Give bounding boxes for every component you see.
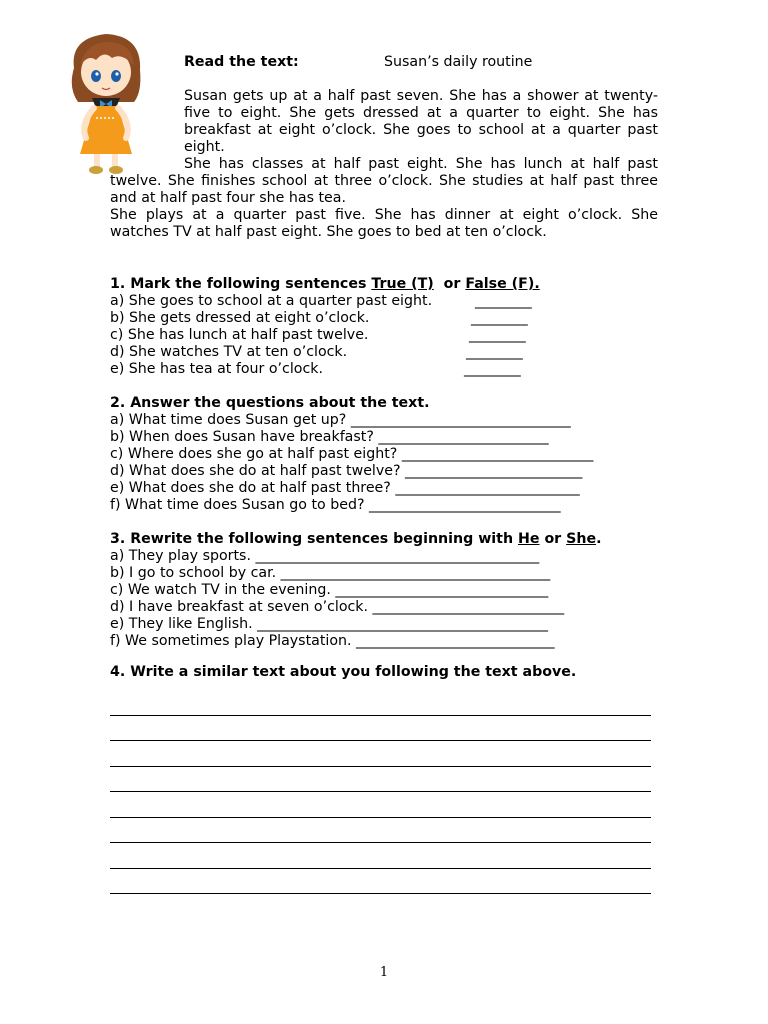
story-paragraph: She has classes at half past eight. She has lunch at half past twelve. She finishes school at three o’clock. She studies at half past three and at half past four she has tea. <box>110 156 658 206</box>
writing-line[interactable] <box>110 868 651 869</box>
reading-heading <box>184 54 664 72</box>
writing-line[interactable] <box>110 740 651 741</box>
answer-blank[interactable]: ________ <box>464 361 521 377</box>
section-3-title: 3. Rewrite the following sentences beginning with He or She. <box>110 531 602 547</box>
section-questions <box>110 395 670 514</box>
question-item: a) What time does Susan get up? _______________________________ <box>110 412 571 428</box>
answer-blank[interactable]: ________ <box>469 327 526 343</box>
section-rewrite <box>110 531 670 650</box>
writing-line[interactable] <box>110 817 651 818</box>
answer-blank[interactable]: ________ <box>471 310 528 326</box>
writing-line[interactable] <box>110 842 651 843</box>
question-item: f) What time does Susan go to bed? ___________________________ <box>110 497 561 513</box>
rewrite-item: e) They like English. _________________________________________ <box>110 616 548 632</box>
question-item: e) What does she do at half past three? __________________________ <box>110 480 580 496</box>
read-label: Read the text: <box>184 54 299 70</box>
question-item: c) Where does she go at half past eight? ___________________________ <box>110 446 594 462</box>
section-4-title: 4. Write a similar text about you following the text above. <box>110 664 577 680</box>
story-text <box>110 88 658 241</box>
section-writing <box>110 664 670 681</box>
statement-item: c) She has lunch at half past twelve. <box>110 327 369 343</box>
writing-line[interactable] <box>110 715 651 716</box>
question-item: d) What does she do at half past twelve? _________________________ <box>110 463 583 479</box>
rewrite-item: f) We sometimes play Playstation. ____________________________ <box>110 633 555 649</box>
story-paragraph: Susan gets up at a half past seven. She has a shower at twenty-five to eight. She gets dressed at a quarter to eight. She has breakfast at eight o’clock. She goes to school at a quarter past eight. <box>184 88 658 155</box>
statement-item: a) She goes to school at a quarter past eight. <box>110 293 433 309</box>
section-1-title: 1. Mark the following sentences True (T) or False (F). <box>110 276 540 292</box>
story-paragraph: She plays at a quarter past five. She has dinner at eight o’clock. She watches TV at half past eight. She goes to bed at ten o’clock. <box>110 207 658 240</box>
statement-item: d) She watches TV at ten o’clock. <box>110 344 348 360</box>
answer-blank[interactable]: ________ <box>475 293 532 309</box>
section-2-title: 2. Answer the questions about the text. <box>110 395 430 411</box>
writing-line[interactable] <box>110 893 651 894</box>
section-true-false <box>110 276 670 378</box>
rewrite-item: a) They play sports. ________________________________________ <box>110 548 540 564</box>
question-item: b) When does Susan have breakfast? ________________________ <box>110 429 549 445</box>
statement-item: b) She gets dressed at eight o’clock. <box>110 310 370 326</box>
story-title: Susan’s daily routine <box>384 54 533 70</box>
page-number: 1 <box>379 965 389 980</box>
writing-line[interactable] <box>110 766 651 767</box>
writing-line[interactable] <box>110 791 651 792</box>
answer-blank[interactable]: ________ <box>466 344 523 360</box>
statement-item: e) She has tea at four o’clock. <box>110 361 324 377</box>
rewrite-item: b) I go to school by car. ______________________________________ <box>110 565 551 581</box>
rewrite-item: d) I have breakfast at seven o’clock. ___________________________ <box>110 599 565 615</box>
rewrite-item: c) We watch TV in the evening. ______________________________ <box>110 582 549 598</box>
